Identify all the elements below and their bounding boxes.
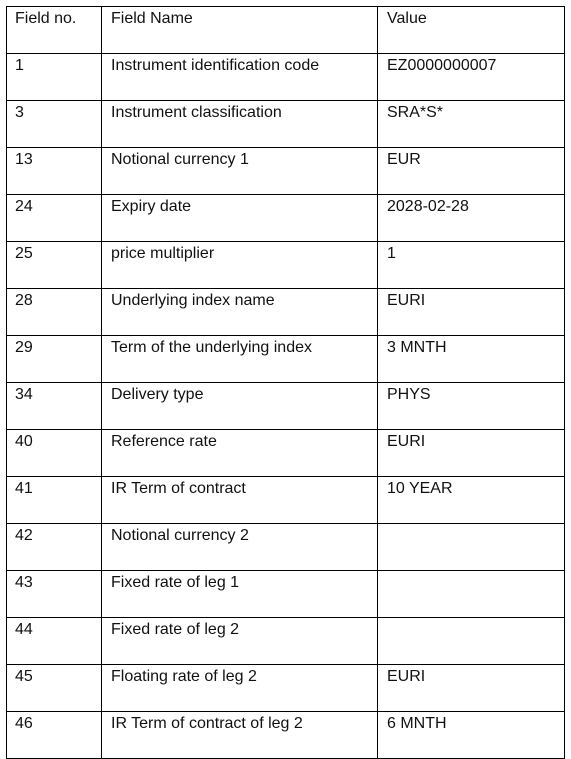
table-row — [7, 148, 565, 195]
header-field-name: Field Name — [102, 7, 378, 54]
value-cell: 1 — [378, 242, 565, 289]
table-body — [7, 54, 565, 759]
field-no-cell: 42 — [7, 524, 102, 571]
table-header — [7, 7, 565, 54]
field-name-cell: Floating rate of leg 2 — [102, 665, 378, 712]
field-no-cell: 41 — [7, 477, 102, 524]
table-row — [7, 54, 565, 101]
field-no-cell: 13 — [7, 148, 102, 195]
field-no-cell: 45 — [7, 665, 102, 712]
field-name-cell: Underlying index name — [102, 289, 378, 336]
field-name-cell: Reference rate — [102, 430, 378, 477]
table-row — [7, 336, 565, 383]
table-row — [7, 665, 565, 712]
field-name-cell: Fixed rate of leg 1 — [102, 571, 378, 618]
value-cell: PHYS — [378, 383, 565, 430]
table-row — [7, 101, 565, 148]
field-no-cell: 44 — [7, 618, 102, 665]
value-cell: EURI — [378, 665, 565, 712]
field-name-cell: Instrument identification code — [102, 54, 378, 101]
header-field-no: Field no. — [7, 7, 102, 54]
field-name-cell: IR Term of contract of leg 2 — [102, 712, 378, 759]
header-value: Value — [378, 7, 565, 54]
field-name-cell: Fixed rate of leg 2 — [102, 618, 378, 665]
header-row — [7, 7, 565, 54]
table-row — [7, 242, 565, 289]
field-name-cell: IR Term of contract — [102, 477, 378, 524]
value-cell: 10 YEAR — [378, 477, 565, 524]
field-name-cell: Expiry date — [102, 195, 378, 242]
value-cell: 2028-02-28 — [378, 195, 565, 242]
table-row — [7, 430, 565, 477]
field-no-cell: 43 — [7, 571, 102, 618]
field-name-cell: Term of the underlying index — [102, 336, 378, 383]
field-name-cell: price multiplier — [102, 242, 378, 289]
table-row — [7, 289, 565, 336]
field-no-cell: 40 — [7, 430, 102, 477]
table-row — [7, 195, 565, 242]
value-cell: 6 MNTH — [378, 712, 565, 759]
field-no-cell: 1 — [7, 54, 102, 101]
field-no-cell: 24 — [7, 195, 102, 242]
field-no-cell: 34 — [7, 383, 102, 430]
field-name-cell: Notional currency 2 — [102, 524, 378, 571]
field-no-cell: 46 — [7, 712, 102, 759]
value-cell: EURI — [378, 289, 565, 336]
field-no-cell: 29 — [7, 336, 102, 383]
table-row — [7, 618, 565, 665]
field-no-cell: 28 — [7, 289, 102, 336]
table-row — [7, 571, 565, 618]
field-table — [6, 6, 565, 759]
table-row — [7, 712, 565, 759]
value-cell: SRA*S* — [378, 101, 565, 148]
field-no-cell: 25 — [7, 242, 102, 289]
value-cell: EZ0000000007 — [378, 54, 565, 101]
table-row — [7, 524, 565, 571]
field-name-cell: Instrument classification — [102, 101, 378, 148]
field-no-cell: 3 — [7, 101, 102, 148]
value-cell: EUR — [378, 148, 565, 195]
value-cell — [378, 524, 565, 571]
value-cell: 3 MNTH — [378, 336, 565, 383]
value-cell: EURI — [378, 430, 565, 477]
field-name-cell: Delivery type — [102, 383, 378, 430]
value-cell — [378, 618, 565, 665]
value-cell — [378, 571, 565, 618]
field-name-cell: Notional currency 1 — [102, 148, 378, 195]
table-row — [7, 383, 565, 430]
table-row — [7, 477, 565, 524]
